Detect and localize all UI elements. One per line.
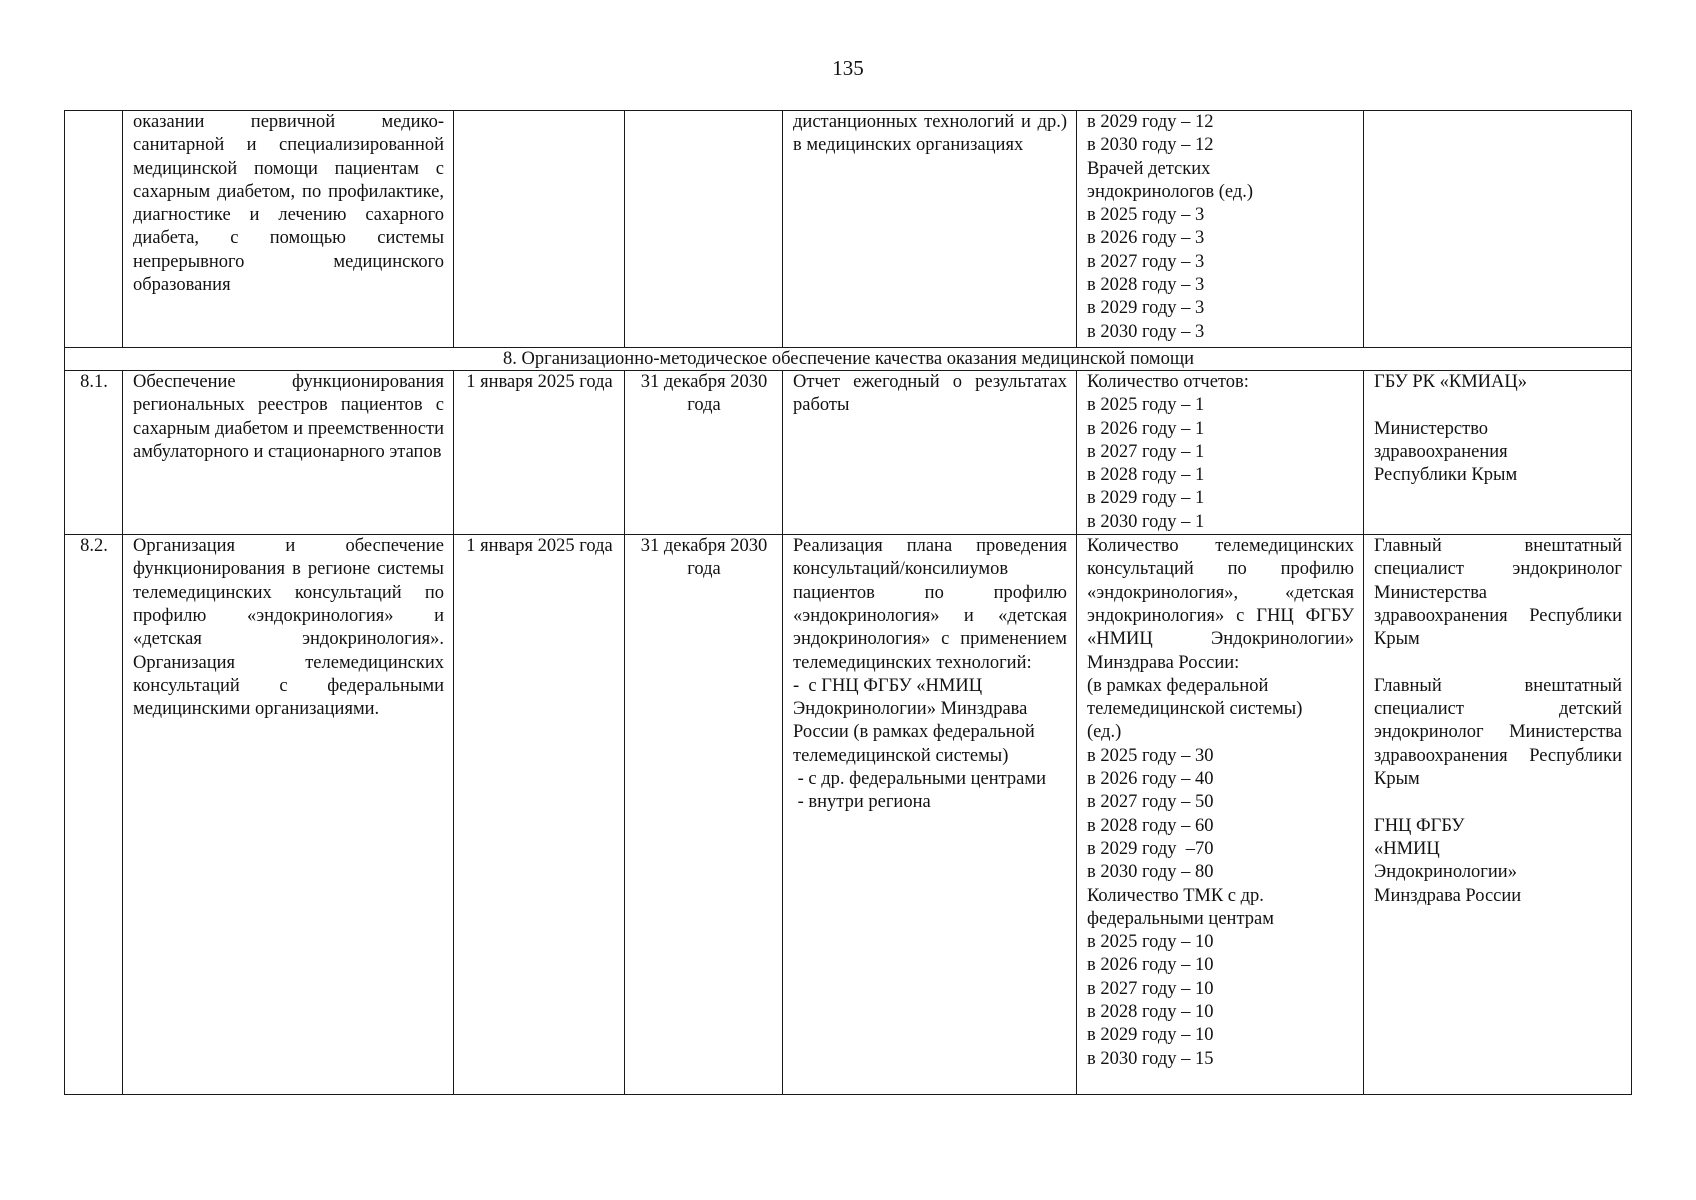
indicator-line: в 2028 году – 1 (1087, 465, 1205, 486)
page-number: 135 (832, 56, 864, 80)
indicator-line: в 2028 году – 3 (1087, 275, 1205, 296)
indicator-line: телемедицинской системы) (1087, 699, 1303, 720)
indicator-line: в 2026 году – 40 (1087, 769, 1214, 790)
indicator-line: в 2025 году – 1 (1087, 395, 1205, 416)
result-list-item: - внутри региона (793, 792, 931, 813)
indicator-line: в 2030 году – 1 (1087, 511, 1205, 532)
section-title: 8. Организационно-методическое обеспечение качества оказания медицинской помощи (65, 348, 1632, 371)
indicator-line: в 2026 году – 10 (1087, 955, 1214, 976)
indicator-line: (в рамках федеральной (1087, 675, 1269, 696)
indicator-line: в 2026 году – 1 (1087, 418, 1205, 439)
row-number-cell: 8.1. (65, 371, 123, 535)
result-list-item: - с ГНЦ ФГБУ «НМИЦ Эндокринологии» Минздрава России (в рамках федеральной телемедицинской системы) (793, 675, 1040, 766)
indicator-line: в 2029 году – 10 (1087, 1025, 1214, 1046)
table-row-continuation (65, 111, 1632, 348)
start-date-cell (454, 111, 625, 348)
action-plan-table (64, 110, 1632, 1095)
indicators-cell (1077, 371, 1364, 535)
activity-cell: оказании первичной медико-санитарной и специализированной медицинской помощи пациентам с сахарным диабетом, по профилактике, диагностике и лечению сахарного диабета, с помощью системы непрерывного медицинского образования (123, 111, 454, 348)
indicator-line: в 2029 году – 12 (1087, 112, 1214, 132)
indicators-cell (1077, 535, 1364, 1095)
indicator-line: в 2025 году – 30 (1087, 745, 1214, 766)
end-date-cell: 31 декабря 2030 года (625, 535, 783, 1095)
indicator-line: в 2030 году – 15 (1087, 1048, 1214, 1069)
responsible-line: Главный внештатный специалист детский эндокринолог Министерства здравоохранения Республики Крым (1374, 675, 1622, 790)
responsible-cell (1364, 535, 1632, 1095)
indicator-line: федеральными центрам (1087, 908, 1274, 929)
start-date-cell: 1 января 2025 года (454, 371, 625, 535)
responsible-line: ГНЦ ФГБУ «НМИЦ Эндокринологии» Минздрава России (1374, 815, 1522, 906)
responsible-line: Главный внештатный специалист эндокринолог Министерства здравоохранения Республики Крым (1374, 536, 1622, 650)
indicator-line: в 2025 году – 3 (1087, 205, 1205, 226)
responsible-line: ГБУ РК «КМИАЦ» (1374, 372, 1528, 392)
responsible-gap (1374, 791, 1622, 814)
responsible-gap (1374, 652, 1622, 675)
result-cell (783, 535, 1077, 1095)
indicator-line: в 2029 году –70 (1087, 838, 1214, 859)
result-cell: Отчет ежегодный о результатах работы (783, 371, 1077, 535)
section-heading-row (65, 348, 1632, 371)
table-row-8-1 (65, 371, 1632, 535)
result-cell: дистанционных технологий и др.) в медицинских организациях (783, 111, 1077, 348)
start-date-cell: 1 января 2025 года (454, 535, 625, 1095)
indicator-line: Количество ТМК с др. (1087, 885, 1264, 906)
indicator-line: в 2028 году – 60 (1087, 815, 1214, 836)
activity-cell: Организация и обеспечение функционирования в регионе системы телемедицинских консультаций по профилю «эндокринология» и «детская эндокринология». Организация телемедицинских консультаций с федеральными медицинскими организациями. (123, 535, 454, 1095)
indicator-line: в 2027 году – 50 (1087, 792, 1214, 813)
indicator-line: в 2029 году – 1 (1087, 488, 1205, 509)
indicator-line: в 2027 году – 10 (1087, 978, 1214, 999)
indicator-line: эндокринологов (ед.) (1087, 181, 1254, 202)
indicator-line: в 2029 году – 3 (1087, 298, 1205, 319)
end-date-cell (625, 111, 783, 348)
responsible-cell (1364, 371, 1632, 535)
indicators-cell (1077, 111, 1364, 348)
responsible-cell (1364, 111, 1632, 348)
responsible-gap (1374, 394, 1622, 417)
indicator-line: (ед.) (1087, 722, 1122, 743)
responsible-line: Министерство здравоохранения Республики Крым (1374, 418, 1518, 486)
indicator-line: в 2030 году – 12 (1087, 135, 1214, 156)
result-main-text: Реализация плана проведения консультаций/консилиумов пациентов по профилю «эндокринология» и «детская эндокринология» с применением телемедицинских технологий: (793, 536, 1067, 673)
indicators-intro: Количество телемедицинских консультаций по профилю «эндокринология», «детская эндокринология» с ГНЦ ФГБУ «НМИЦ Эндокринологии» Минздрава России: (1087, 536, 1354, 673)
activity-cell: Обеспечение функционирования региональных реестров пациентов с сахарным диабетом и преемственности амбулаторного и стационарного этапов (123, 371, 454, 535)
indicator-line: в 2026 году – 3 (1087, 228, 1205, 249)
indicator-line: в 2028 году – 10 (1087, 1002, 1214, 1023)
indicator-line: в 2025 году – 10 (1087, 932, 1214, 953)
table-row-8-2 (65, 535, 1632, 1095)
indicator-line: в 2027 году – 1 (1087, 441, 1205, 462)
indicator-line: в 2030 году – 80 (1087, 862, 1214, 883)
row-number-cell: 8.2. (65, 535, 123, 1095)
end-date-cell: 31 декабря 2030 года (625, 371, 783, 535)
row-number-cell (65, 111, 123, 348)
indicator-line: Врачей детских (1087, 158, 1211, 179)
indicator-line: в 2027 году – 3 (1087, 251, 1205, 272)
indicator-line: Количество отчетов: (1087, 372, 1249, 392)
indicator-line: в 2030 году – 3 (1087, 321, 1205, 342)
result-list-item: - с др. федеральными центрами (793, 769, 1046, 790)
